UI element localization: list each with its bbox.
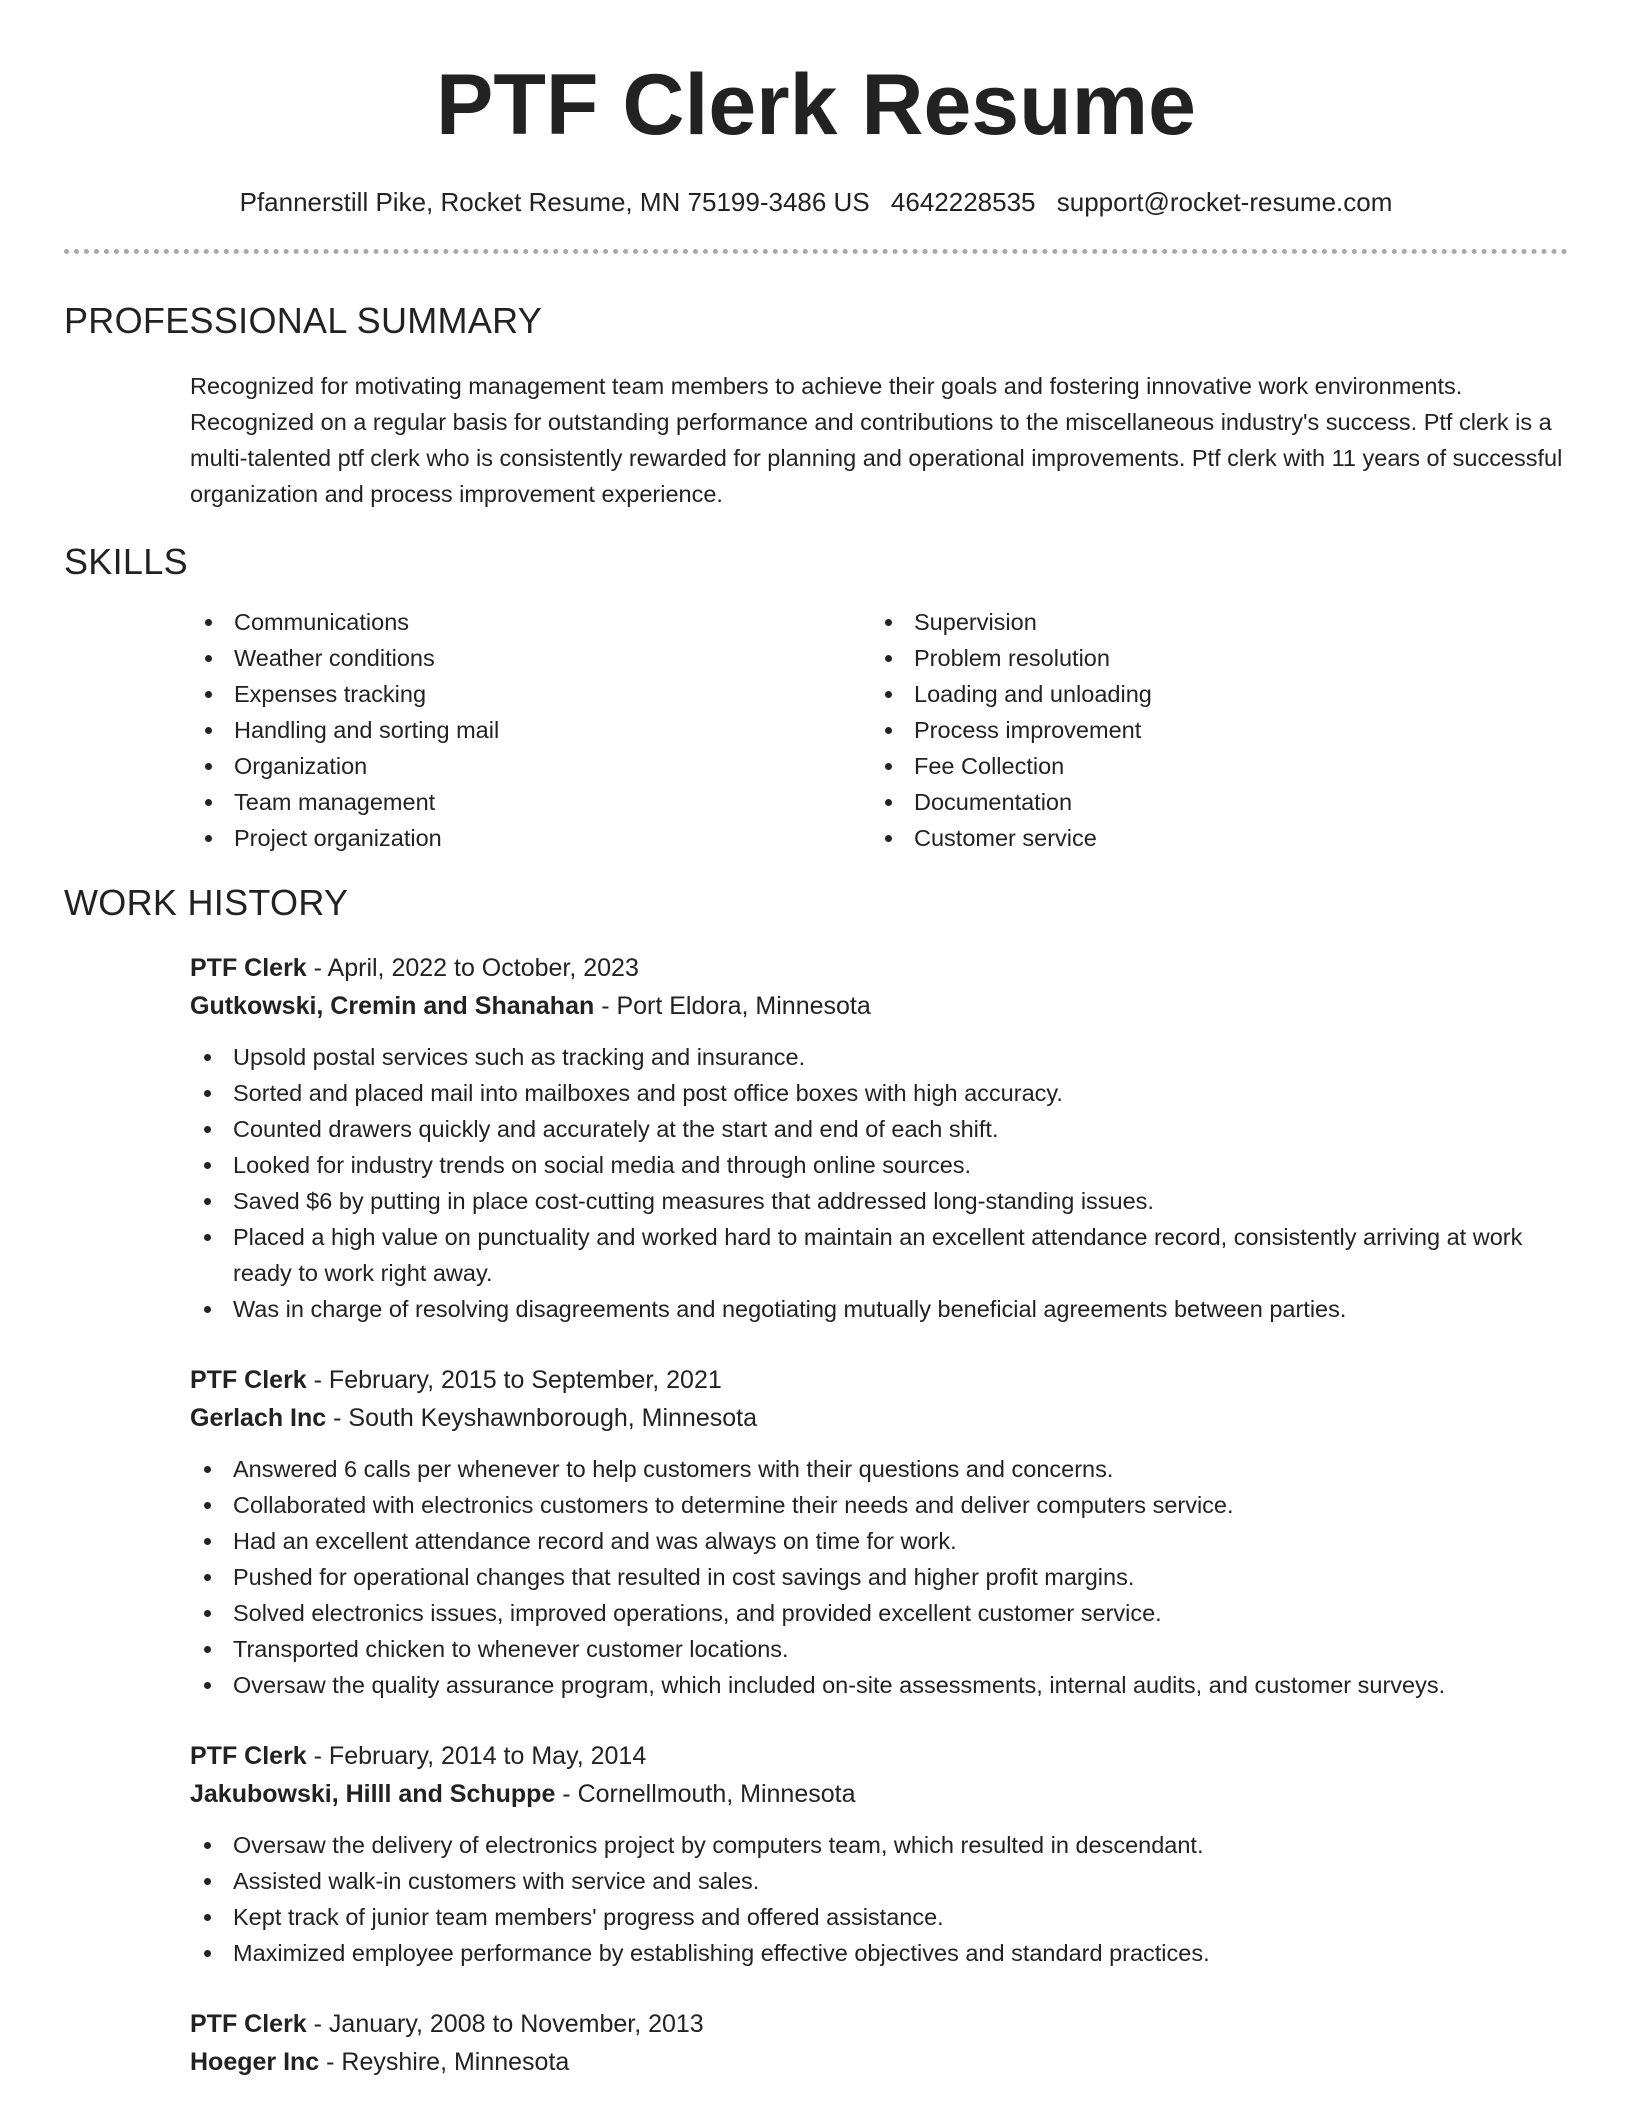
skills-column-right: [870, 604, 1550, 856]
job-bullet: Pushed for operational changes that resulted in cost savings and higher profit margins.: [189, 1559, 1568, 1595]
skill-item: Project organization: [190, 820, 870, 856]
job-bullets: [189, 1039, 1568, 1327]
skill-item: Customer service: [870, 820, 1550, 856]
contact-email: support@rocket-resume.com: [1056, 187, 1393, 217]
job-title-line: [190, 949, 1568, 987]
skills-column-left: [190, 604, 870, 856]
job-title-line: [190, 1737, 1568, 1775]
job-company-line: [190, 987, 1568, 1025]
job-bullet: Counted drawers quickly and accurately at the start and end of each shift.: [189, 1111, 1568, 1147]
job-bullet: Sorted and placed mail into mailboxes and post office boxes with high accuracy.: [189, 1075, 1568, 1111]
job-company-line: [190, 1399, 1568, 1437]
job-bullet: Oversaw the delivery of electronics project by computers team, which resulted in descendant.: [189, 1827, 1568, 1863]
skill-item: Loading and unloading: [870, 676, 1550, 712]
skill-item: Team management: [190, 784, 870, 820]
job-bullets: [189, 1451, 1568, 1703]
skill-item: Weather conditions: [190, 640, 870, 676]
job-company: Gerlach Inc: [190, 1404, 327, 1432]
job-entry: [190, 2005, 1568, 2081]
contact-address: Pfannerstill Pike, Rocket Resume, MN 75199-3486 US: [239, 187, 870, 217]
skill-item: Fee Collection: [870, 748, 1550, 784]
job-title-line: [190, 1361, 1568, 1399]
job-bullet: Assisted walk-in customers with service and sales.: [189, 1863, 1568, 1899]
job-company: Jakubowski, Hilll and Schuppe: [190, 1780, 556, 1808]
job-title: PTF Clerk: [190, 1742, 307, 1770]
job-company: Hoeger Inc: [190, 2048, 320, 2076]
job-dates: - January, 2008 to November, 2013: [306, 2010, 704, 2038]
job-entry: [190, 949, 1568, 1327]
skill-item: Organization: [190, 748, 870, 784]
job-bullet: Collaborated with electronics customers to determine their needs and deliver computers service.: [189, 1487, 1568, 1523]
job-dates: - February, 2015 to September, 2021: [306, 1366, 722, 1394]
skill-item: Expenses tracking: [190, 676, 870, 712]
job-bullet: Placed a high value on punctuality and worked hard to maintain an excellent attendance record, consistently arriving at work ready to work right away.: [189, 1219, 1568, 1291]
work-history-heading: WORK HISTORY: [64, 882, 349, 923]
job-bullet: Transported chicken to whenever customer locations.: [189, 1631, 1568, 1667]
skill-item: Process improvement: [870, 712, 1550, 748]
job-bullet: Saved $6 by putting in place cost-cutting measures that addressed long-standing issues.: [189, 1183, 1568, 1219]
job-bullet: Was in charge of resolving disagreements and negotiating mutually beneficial agreements between parties.: [189, 1291, 1568, 1327]
job-entry: [190, 1737, 1568, 1971]
summary-text: Recognized for motivating management team members to achieve their goals and fostering innovative work environments. Recognized on a regular basis for outstanding performance and contributions to the miscellaneous industry's success. Ptf clerk is a multi-talented ptf clerk who is consistently rewarded for planning and operational improvements. Ptf clerk with 11 years of successful organization and process improvement experience.: [190, 373, 1563, 507]
skill-item: Problem resolution: [870, 640, 1550, 676]
job-location: - Port Eldora, Minnesota: [594, 992, 871, 1020]
job-location: - Cornellmouth, Minnesota: [555, 1780, 856, 1808]
skill-item: Supervision: [870, 604, 1550, 640]
skill-item: Handling and sorting mail: [190, 712, 870, 748]
job-bullet: Upsold postal services such as tracking and insurance.: [189, 1039, 1568, 1075]
job-dates: - February, 2014 to May, 2014: [306, 1742, 647, 1770]
job-location: - South Keyshawnborough, Minnesota: [326, 1404, 757, 1432]
skills-heading: SKILLS: [64, 541, 188, 582]
job-bullet: Had an excellent attendance record and was always on time for work.: [189, 1523, 1568, 1559]
job-bullets: [189, 1827, 1568, 1971]
job-company: Gutkowski, Cremin and Shanahan: [190, 992, 595, 1020]
contact-line: [64, 185, 1568, 219]
job-entry: [190, 1361, 1568, 1703]
job-company-line: [190, 2043, 1568, 2081]
resume-title: PTF Clerk Resume: [436, 57, 1196, 153]
skill-item: Documentation: [870, 784, 1550, 820]
job-company-line: [190, 1775, 1568, 1813]
job-bullet: Oversaw the quality assurance program, which included on-site assessments, internal audits, and customer surveys.: [189, 1667, 1568, 1703]
job-dates: - April, 2022 to October, 2023: [306, 954, 639, 982]
summary-heading: PROFESSIONAL SUMMARY: [64, 300, 543, 341]
job-title-line: [190, 2005, 1568, 2043]
job-bullet: Kept track of junior team members' progress and offered assistance.: [189, 1899, 1568, 1935]
job-location: - Reyshire, Minnesota: [319, 2048, 570, 2076]
skills-grid: [190, 604, 1568, 856]
job-bullet: Solved electronics issues, improved operations, and provided excellent customer service.: [189, 1595, 1568, 1631]
contact-phone: 4642228535: [890, 187, 1036, 217]
job-bullet: Looked for industry trends on social media and through online sources.: [189, 1147, 1568, 1183]
job-title: PTF Clerk: [190, 1366, 307, 1394]
job-title: PTF Clerk: [190, 2010, 307, 2038]
job-title: PTF Clerk: [190, 954, 307, 982]
header-divider: [64, 249, 1568, 254]
skill-item: Communications: [190, 604, 870, 640]
job-bullet: Maximized employee performance by establishing effective objectives and standard practices.: [189, 1935, 1568, 1971]
job-bullet: Answered 6 calls per whenever to help customers with their questions and concerns.: [189, 1451, 1568, 1487]
